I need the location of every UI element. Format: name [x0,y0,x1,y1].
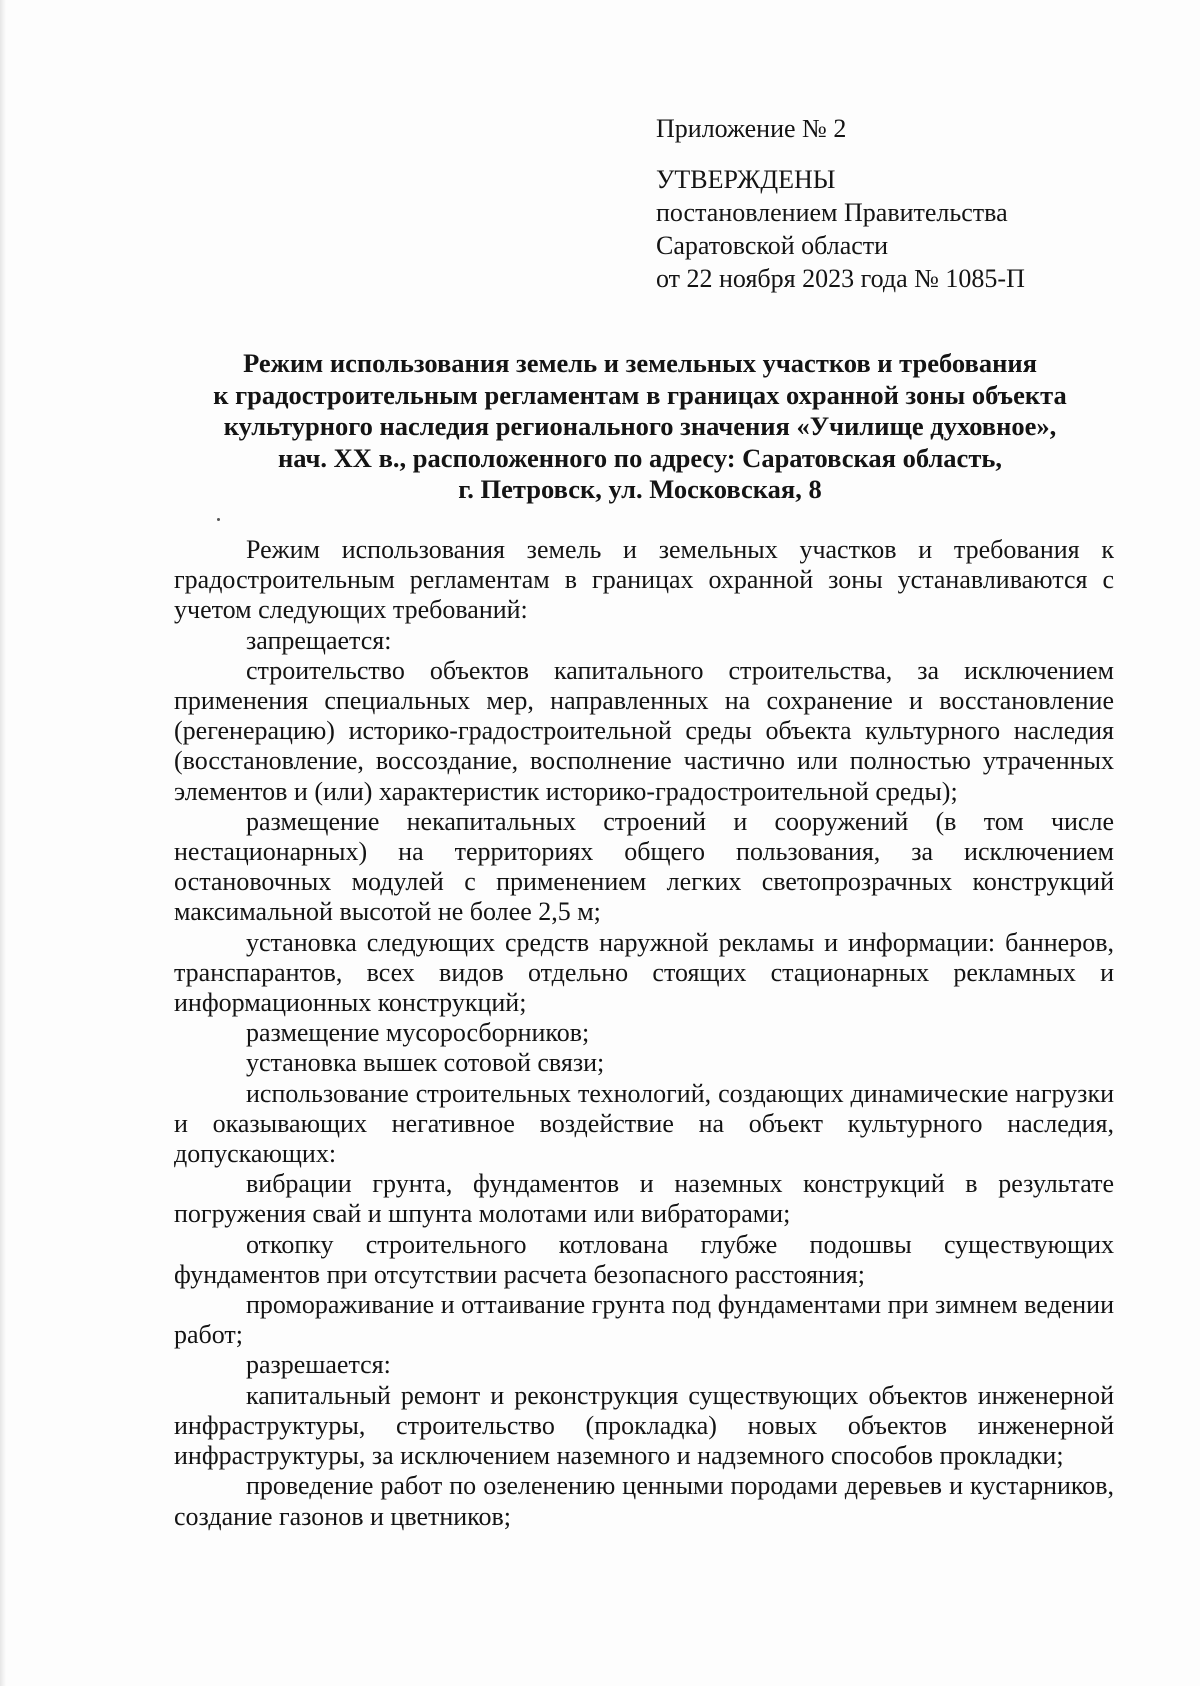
title-line-5: г. Петровск, ул. Московская, 8 [458,474,822,504]
paragraph: размещение некапитальных строений и сооружений (в том числе нестационарных) на территориях общего пользования, за исключением остановочных модулей с применением легких светопрозрачных конструкций максимальной высотой не более 2,5 м; [174,806,1114,927]
title-line-2: к градостроительным регламентам в границах охранной зоны объекта [213,379,1067,410]
paragraph: размещение мусоросборников; [246,1018,590,1048]
paragraph: откопку строительного котлована глубже подошвы существующих фундаментов при отсутствии расчета безопасного расстояния; [174,1229,1114,1289]
paragraph-intro: Режим использования земель и земельных участков и требования к градостроительным регламентам в границах охранной зоны устанавливаются с учетом следующих требований: [174,535,1114,625]
paragraph: установка вышек сотовой связи; [246,1048,605,1078]
approved-by-line-1: постановлением Правительства [656,198,1008,227]
approved-label: УТВЕРЖДЕНЫ [656,165,836,194]
paragraph: проведение работ по озеленению ценными породами деревьев и кустарников, создание газонов и цветников; [174,1471,1114,1531]
paragraph-allowed-heading: разрешается: [246,1350,391,1380]
paragraph: капитальный ремонт и реконструкция существующих объектов инженерной инфраструктуры, строительство (прокладка) новых объектов инженерной инфраструктуры, за исключением наземного и надземного способов прокладки; [174,1380,1114,1471]
approved-by-line-2: Саратовской области [656,231,889,260]
title-line-1: Режим использования земель и земельных участков и требования [243,348,1037,378]
title-line-3: культурного наследия регионального значения «Училище духовное», [223,411,1057,441]
paragraph: установка следующих средств наружной рекламы и информации: баннеров, транспарантов, всех видов отдельно стоящих стационарных рекламных и информационных конструкций; [174,927,1114,1018]
title-line-4: нач. XX в., расположенного по адресу: Саратовская область, [278,442,1002,473]
appendix-label: Приложение № 2 [656,114,847,143]
approval-block [656,112,1156,295]
paragraph: вибрации грунта, фундаментов и наземных конструкций в результате погружения свай и шпунта молотами или вибраторами; [174,1169,1114,1229]
paragraph: строительство объектов капитального строительства, за исключением применения специальных мер, направленных на сохранение и восстановление (регенерацию) историко-градостроительной среды объекта культурного наследия (восстановление, воссоздание, восполнение частично или полностью утраченных элементов и (или) характеристик историко-градостроительной среды); [174,655,1114,806]
approval-date-line: от 22 ноября 2023 года № 1085-П [656,264,1025,293]
scan-speck [217,518,220,521]
paragraph: промораживание и оттаивание грунта под фундаментами при зимнем ведении работ; [174,1290,1114,1350]
paragraph: использование строительных технологий, создающих динамические нагрузки и оказывающих негативное воздействие на объект культурного наследия, допускающих: [174,1078,1114,1169]
document-body [174,535,1114,1532]
scan-edge [0,0,6,1686]
paragraph-prohibited-heading: запрещается: [246,625,392,655]
document-title [172,348,1108,506]
